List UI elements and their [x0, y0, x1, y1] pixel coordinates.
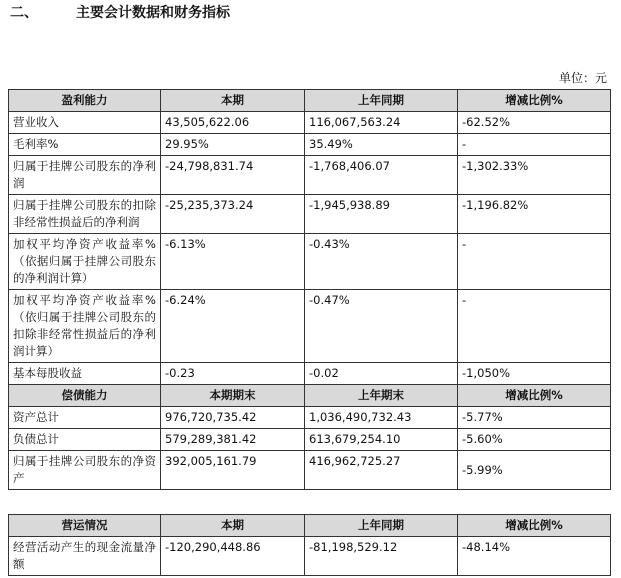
- column-header: 营运情况: [9, 515, 161, 537]
- row-label: 加权平均净资产收益率%（依据归属于挂牌公司股东的净利润计算）: [9, 234, 161, 290]
- current-value: 29.95%: [161, 134, 305, 156]
- section-heading: [10, 2, 230, 22]
- row-label: 归属于挂牌公司股东的净资产: [9, 451, 161, 490]
- change-percent: -5.60%: [458, 429, 611, 451]
- financial-indicators-table: [8, 89, 611, 490]
- change-percent: -1,302.33%: [458, 156, 611, 195]
- row-label: 营业收入: [9, 112, 161, 134]
- change-percent: -48.14%: [458, 537, 611, 576]
- row-label: 经营活动产生的现金流量净额: [9, 537, 161, 576]
- current-value: -0.23: [161, 363, 305, 385]
- change-percent: -5.99%: [458, 451, 611, 490]
- table-row: [9, 429, 611, 451]
- section-title: 主要会计数据和财务指标: [76, 5, 230, 21]
- current-value: 976,720,735.42: [161, 407, 305, 429]
- previous-value: -0.02: [305, 363, 458, 385]
- row-label: 加权平均净资产收益率%（依归属于挂牌公司股东的扣除非经常性损益后的净利润计算）: [9, 290, 161, 363]
- column-header: 上年同期: [305, 90, 458, 112]
- table-row: [9, 156, 611, 195]
- operations-table: [8, 514, 611, 576]
- previous-value: 416,962,725.27: [305, 451, 458, 490]
- row-label: 归属于挂牌公司股东的扣除非经常性损益后的净利润: [9, 195, 161, 234]
- previous-value: -1,945,938.89: [305, 195, 458, 234]
- column-header: 上年同期: [305, 515, 458, 537]
- column-header: 本期: [161, 90, 305, 112]
- change-percent: -: [458, 290, 611, 363]
- previous-value: 613,679,254.10: [305, 429, 458, 451]
- table-row: [9, 537, 611, 576]
- change-percent: -5.77%: [458, 407, 611, 429]
- row-label: 归属于挂牌公司股东的净利润: [9, 156, 161, 195]
- row-label: 资产总计: [9, 407, 161, 429]
- previous-value: -0.47%: [305, 290, 458, 363]
- change-percent: -: [458, 134, 611, 156]
- row-label: 负债总计: [9, 429, 161, 451]
- change-percent: -: [458, 234, 611, 290]
- operations-header-row: [9, 515, 611, 537]
- change-percent: -1,196.82%: [458, 195, 611, 234]
- column-header: 增减比例%: [458, 90, 611, 112]
- column-header: 增减比例%: [458, 515, 611, 537]
- table-row: [9, 363, 611, 385]
- current-value: -6.13%: [161, 234, 305, 290]
- current-value: 579,289,381.42: [161, 429, 305, 451]
- profitability-header-row: [9, 90, 611, 112]
- previous-value: 35.49%: [305, 134, 458, 156]
- column-header: 增减比例%: [458, 385, 611, 407]
- previous-value: 1,036,490,732.43: [305, 407, 458, 429]
- unit-label: 单位：元: [558, 71, 607, 85]
- change-percent: -62.52%: [458, 112, 611, 134]
- table-row: [9, 234, 611, 290]
- row-label: 毛利率%: [9, 134, 161, 156]
- table-row: [9, 134, 611, 156]
- previous-value: -81,198,529.12: [305, 537, 458, 576]
- current-value: -6.24%: [161, 290, 305, 363]
- previous-value: 116,067,563.24: [305, 112, 458, 134]
- current-value: -24,798,831.74: [161, 156, 305, 195]
- column-header: 偿债能力: [9, 385, 161, 407]
- current-value: -25,235,373.24: [161, 195, 305, 234]
- table-row: [9, 195, 611, 234]
- solvency-header-row: [9, 385, 611, 407]
- column-header: 上年期末: [305, 385, 458, 407]
- table-row: [9, 451, 611, 490]
- current-value: 43,505,622.06: [161, 112, 305, 134]
- table-row: [9, 407, 611, 429]
- change-percent: -1,050%: [458, 363, 611, 385]
- column-header: 本期期末: [161, 385, 305, 407]
- column-header: 本期: [161, 515, 305, 537]
- current-value: -120,290,448.86: [161, 537, 305, 576]
- table-row: [9, 290, 611, 363]
- section-number: 二、: [10, 5, 38, 21]
- table-row: [9, 112, 611, 134]
- current-value: 392,005,161.79: [161, 451, 305, 490]
- column-header: 盈利能力: [9, 90, 161, 112]
- row-label: 基本每股收益: [9, 363, 161, 385]
- previous-value: -0.43%: [305, 234, 458, 290]
- previous-value: -1,768,406.07: [305, 156, 458, 195]
